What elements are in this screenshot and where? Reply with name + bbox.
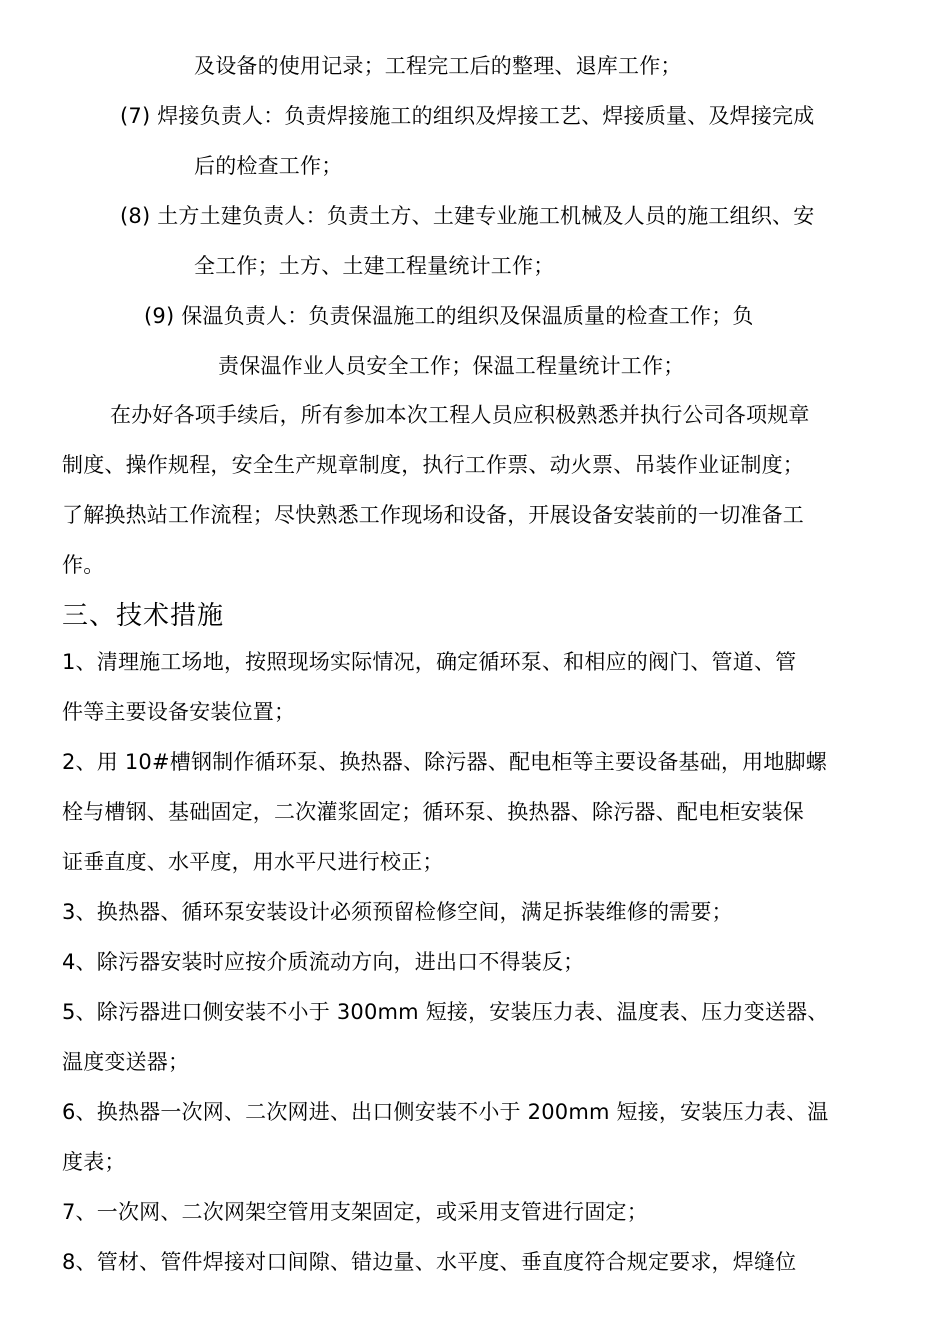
measure-1-line-1: 1、清理施工场地，按照现场实际情况，确定循环泵、和相应的阀门、管道、管 (62, 650, 797, 674)
duty-item-8-line-2: 全工作；土方、土建工程量统计工作； (194, 254, 555, 278)
intro-paragraph-line-1: 在办好各项手续后，所有参加本次工程人员应积极熟悉并执行公司各项规章 (110, 403, 810, 427)
measure-5-line-1: 5、除污器进口侧安装不小于 300mm 短接，安装压力表、温度表、压力变送器、 (62, 1000, 829, 1024)
measure-6-line-2: 度表； (62, 1150, 126, 1174)
duty-item-9-line-1: (9) 保温负责人：负责保温施工的组织及保温质量的检查工作；负 (144, 304, 754, 328)
measure-2-line-1: 2、用 10#槽钢制作循环泵、换热器、除污器、配电柜等主要设备基础，用地脚螺 (62, 750, 827, 774)
measure-8-line-1: 8、管材、管件焊接对口间隙、错边量、水平度、垂直度符合规定要求，焊缝位 (62, 1250, 797, 1274)
measure-2-line-2: 栓与槽钢、基础固定，二次灌浆固定；循环泵、换热器、除污器、配电柜安装保 (62, 800, 804, 824)
measure-7-line-1: 7、一次网、二次网架空管用支架固定，或采用支管进行固定； (62, 1200, 648, 1224)
measure-1-line-2: 件等主要设备安装位置； (62, 700, 296, 724)
intro-paragraph-line-2: 制度、操作规程，安全生产规章制度，执行工作票、动火票、吊装作业证制度； (62, 453, 804, 477)
duty-item-9-line-2: 责保温作业人员安全工作；保温工程量统计工作； (218, 354, 685, 378)
measure-4-line-1: 4、除污器安装时应按介质流动方向，进出口不得装反； (62, 950, 585, 974)
intro-paragraph-line-4: 作。 (62, 553, 105, 577)
measure-2-line-3: 证垂直度、水平度，用水平尺进行校正； (62, 850, 444, 874)
measure-6-line-1: 6、换热器一次网、二次网进、出口侧安装不小于 200mm 短接，安装压力表、温 (62, 1100, 829, 1124)
duty-line-0: 及设备的使用记录；工程完工后的整理、退库工作； (194, 54, 682, 78)
duty-item-8-line-1: (8) 土方土建负责人：负责土方、土建专业施工机械及人员的施工组织、安 (120, 204, 815, 228)
duty-item-7-line-2: 后的检查工作； (194, 154, 343, 178)
measure-3-line-1: 3、换热器、循环泵安装设计必须预留检修空间，满足拆装维修的需要； (62, 900, 733, 924)
measure-5-line-2: 温度变送器； (62, 1050, 190, 1074)
section-heading: 三、技术措施 (62, 601, 225, 631)
duty-item-7-line-1: (7) 焊接负责人：负责焊接施工的组织及焊接工艺、焊接质量、及焊接完成 (120, 104, 815, 128)
intro-paragraph-line-3: 了解换热站工作流程；尽快熟悉工作现场和设备，开展设备安装前的一切准备工 (62, 503, 804, 527)
